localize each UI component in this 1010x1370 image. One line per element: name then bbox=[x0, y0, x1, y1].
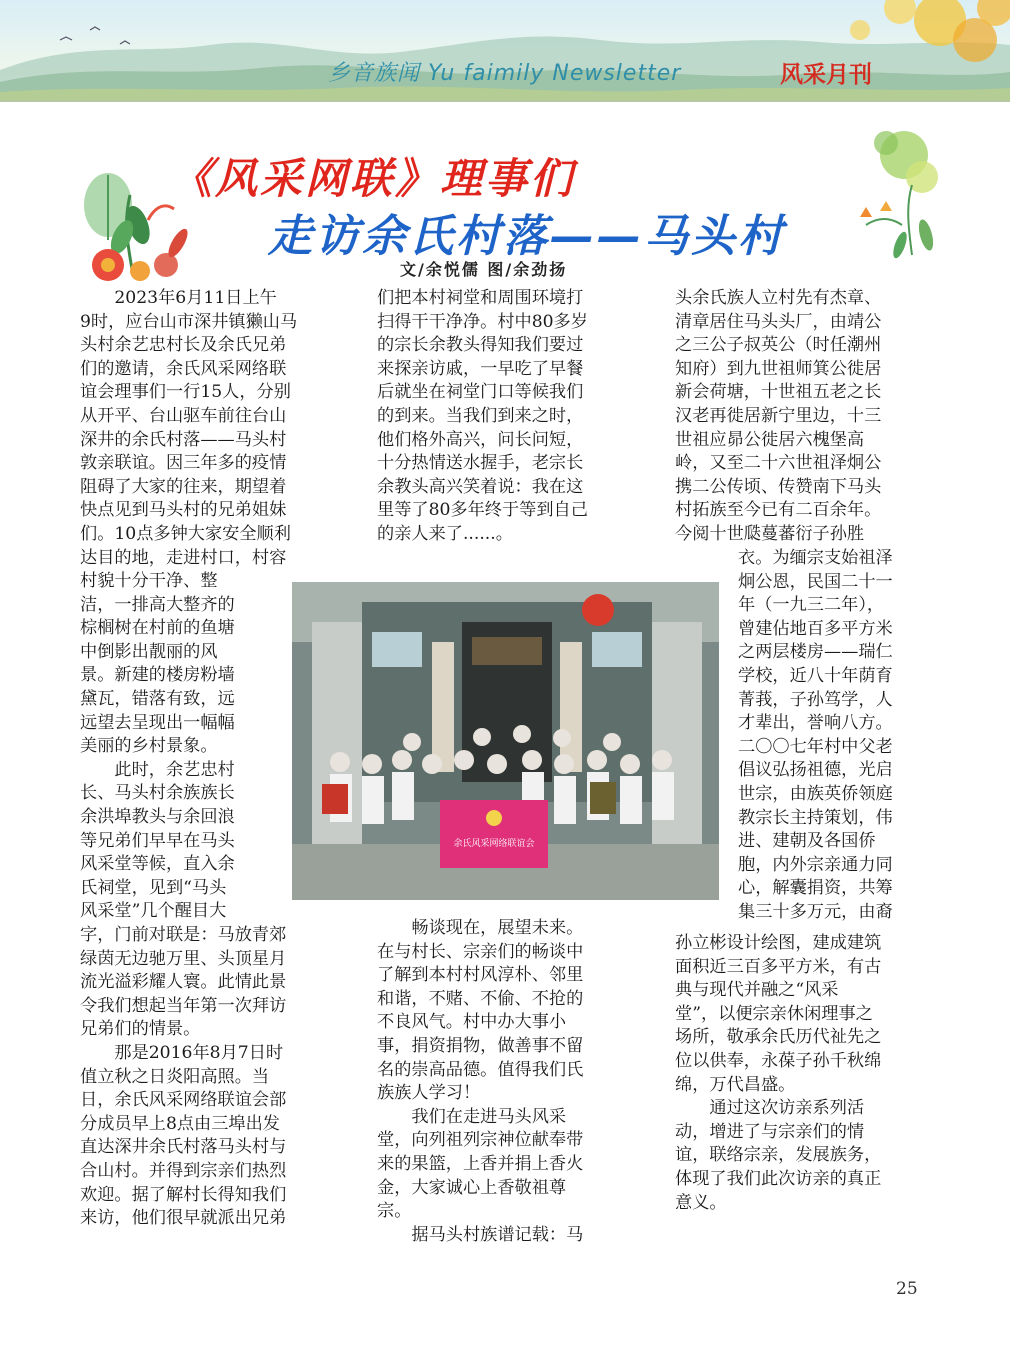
text-line: 之三公子叔英公（时任潮州 bbox=[675, 335, 882, 356]
text-line: 们把本村祠堂和周围环境打 bbox=[377, 288, 584, 308]
text-line: 世祖应昴公徙居六槐堡高 bbox=[675, 429, 865, 450]
text-line: 的到来。当我们到来之时， bbox=[377, 405, 584, 426]
text-line: 不良风气。村中办大事小 bbox=[377, 1012, 567, 1033]
column-2-bottom bbox=[377, 917, 635, 1247]
text-line: 了解到本村村风淳朴、邻里 bbox=[377, 965, 584, 986]
text-line: 岭，又至二十六世祖泽炯公 bbox=[675, 453, 882, 474]
text-line: 棕榈树在村前的鱼塘 bbox=[80, 618, 235, 639]
column-1-bottom bbox=[80, 924, 338, 1231]
column-2-top bbox=[377, 287, 635, 547]
text-line: 流光溢彩耀人寰。此情此景 bbox=[80, 972, 287, 993]
text-line: 敦亲联谊。因三年多的疫情 bbox=[80, 453, 287, 474]
magazine-name: 风采月刊 bbox=[780, 62, 872, 88]
text-line: 远望去呈现出一幅幅 bbox=[80, 712, 235, 733]
text-line: 余教头高兴笑着说：我在这 bbox=[377, 476, 584, 497]
text-line: 兄弟们的情景。 bbox=[80, 1019, 201, 1040]
text-line: 氏祠堂，见到“马头 bbox=[80, 877, 227, 898]
text-line: 炯公恩，民国二十一 bbox=[738, 571, 893, 592]
text-line: 村拓族至今已有二百余年。 bbox=[675, 500, 882, 521]
text-line: 美丽的乡村景象。 bbox=[80, 736, 218, 757]
text-line: 绵，万代昌盛。 bbox=[675, 1074, 796, 1095]
text-line: 令我们想起当年第一次拜访 bbox=[80, 995, 287, 1016]
group-photo bbox=[292, 582, 719, 900]
text-line: 谊会理事们一行15人，分别 bbox=[80, 382, 291, 403]
article-title-line-2: 走访余氏村落——马头村 bbox=[268, 211, 785, 262]
text-line: 孙立彬设计绘图，建成建筑 bbox=[675, 933, 882, 953]
text-line: 风采堂”几个醒目大 bbox=[80, 901, 227, 922]
text-line: 教宗长主持策划，伟 bbox=[738, 807, 893, 828]
text-line: 头村余艺忠村长及余氏兄弟 bbox=[80, 335, 287, 356]
text-line: 堂，向列祖列宗神位献奉带 bbox=[377, 1130, 584, 1151]
text-line: 金，大家诚心上香敬祖尊 bbox=[377, 1177, 567, 1198]
text-line: 9时，应台山市深井镇獭山马 bbox=[80, 311, 298, 332]
text-line: 才辈出，誉响八方。 bbox=[738, 713, 893, 734]
text-line: 来访，他们很早就派出兄弟 bbox=[80, 1208, 287, 1229]
article-title-line-1: 《风采网联》理事们 bbox=[170, 154, 576, 203]
text-line: 胞，内外宗亲通力同 bbox=[738, 854, 893, 875]
text-line: 汉老再徙居新宁里边，十三 bbox=[675, 405, 882, 426]
text-line: 谊，联络宗亲，发展族务， bbox=[675, 1145, 882, 1166]
column-3-wrap bbox=[738, 547, 933, 925]
column-3-top bbox=[675, 287, 933, 547]
text-line: 之两层楼房——瑞仁 bbox=[738, 642, 893, 663]
text-line: 洁，一排高大整齐的 bbox=[80, 594, 235, 615]
newsletter-banner bbox=[0, 0, 1010, 102]
newsletter-name: 乡音族闻 Yu faimily Newsletter bbox=[328, 61, 682, 86]
column-3-bottom bbox=[675, 932, 933, 1215]
text-line: 今阅十世瓞蔓蕃衍子孙胜 bbox=[675, 523, 865, 544]
text-line: 们。10点多钟大家安全顺利 bbox=[80, 523, 291, 544]
text-line: 十分热情送水握手，老宗长 bbox=[377, 453, 584, 474]
text-line: 畅谈现在，展望未来。 bbox=[377, 918, 584, 938]
text-line: 绿茵无边驰万里、头顶星月 bbox=[80, 948, 287, 969]
text-line: 黛瓦，错落有致，远 bbox=[80, 688, 235, 709]
text-line: 曾建佔地百多平方米 bbox=[738, 618, 893, 639]
text-line: 他们格外高兴，问长问短， bbox=[377, 429, 584, 450]
text-line: 景。新建的楼房粉墙 bbox=[80, 665, 235, 686]
text-line: 学校，近八十年荫育 bbox=[738, 665, 893, 686]
text-line: 堂”，以便宗亲休闲理事之 bbox=[675, 1003, 873, 1024]
text-line: 倡议弘扬祖德，光启 bbox=[738, 760, 893, 781]
banner-divider bbox=[0, 100, 1010, 102]
text-line: 深井的余氏村落——马头村 bbox=[80, 429, 287, 450]
column-1-top bbox=[80, 287, 338, 570]
text-line: 余洪埠教头与余回浪 bbox=[80, 806, 235, 827]
text-line: 事，捐资捐物，做善事不留 bbox=[377, 1035, 584, 1056]
right-floral-decoration bbox=[842, 125, 940, 265]
text-line: 的宗长余教头得知我们要过 bbox=[377, 335, 584, 356]
text-line: 扫得干干净净。村中80多岁 bbox=[377, 311, 588, 332]
text-line: 合山村。并得到宗亲们热烈 bbox=[80, 1160, 287, 1181]
photo-banner-text: 余氏风采网络联谊会 bbox=[453, 839, 535, 849]
text-line: 年（一九三二年）， bbox=[738, 595, 885, 616]
text-line: 二〇〇七年村中父老 bbox=[738, 736, 893, 757]
text-line: 里等了80多年终于等到自己 bbox=[377, 500, 588, 521]
text-line: 衣。为缅宗支始祖泽 bbox=[738, 548, 893, 568]
text-line: 欢迎。据了解村长得知我们 bbox=[80, 1184, 287, 1205]
text-line: 在与村长、宗亲们的畅谈中 bbox=[377, 941, 584, 962]
text-line: 动，增进了与宗亲们的情 bbox=[675, 1121, 865, 1142]
text-line: 中倒影出靓丽的风 bbox=[80, 641, 218, 662]
text-line: 典与现代并融之“风采 bbox=[675, 980, 839, 1001]
text-line: 们的邀请，余氏风采网络联 bbox=[80, 358, 287, 379]
text-line: 后就坐在祠堂门口等候我们 bbox=[377, 382, 584, 403]
text-line: 头余氏族人立村先有杰章、 bbox=[675, 288, 882, 308]
text-line: 直达深井余氏村落马头村与 bbox=[80, 1137, 287, 1158]
text-line: 值立秋之日炎阳高照。当 bbox=[80, 1066, 270, 1087]
text-line: 据马头村族谱记载：马 bbox=[377, 1224, 584, 1245]
text-line: 字，门前对联是：马放青郊 bbox=[80, 925, 287, 945]
text-line: 体现了我们此次访亲的真正 bbox=[675, 1168, 882, 1189]
text-line: 位以供奉，永葆子孙千秋绵 bbox=[675, 1050, 882, 1071]
page-number: 25 bbox=[896, 1279, 918, 1299]
text-line: 此时，余艺忠村 bbox=[80, 759, 235, 780]
text-line: 日，余氏风采网络联谊会部 bbox=[80, 1090, 287, 1111]
text-line: 那是2016年8月7日时 bbox=[80, 1042, 284, 1063]
text-line: 我们在走进马头风采 bbox=[377, 1106, 567, 1127]
text-line: 等兄弟们早早在马头 bbox=[80, 830, 235, 851]
text-line: 意义。 bbox=[675, 1192, 727, 1213]
text-line: 世宗，由族英侨领庭 bbox=[738, 783, 893, 804]
text-line: 来的果篮，上香并捐上香火 bbox=[377, 1153, 584, 1174]
text-line: 的亲人来了......。 bbox=[377, 523, 513, 544]
text-line: 分成员早上8点由三埠出发 bbox=[80, 1113, 280, 1134]
text-line: 进、建朝及各国侨 bbox=[738, 831, 876, 852]
text-line: 集三十多万元，由裔 bbox=[738, 901, 893, 922]
text-line: 来探亲访戚，一早吃了早餐 bbox=[377, 358, 584, 379]
text-line: 携二公传顷、传赞南下马头 bbox=[675, 476, 882, 497]
text-line: 知府）到九世祖师箕公徙居 bbox=[675, 358, 882, 379]
group-photo-illustration bbox=[292, 582, 719, 900]
text-line: 通过这次访亲系列活 bbox=[675, 1098, 865, 1119]
text-line: 快点见到马头村的兄弟姐妹 bbox=[80, 500, 287, 521]
text-line: 宗。 bbox=[377, 1201, 412, 1222]
text-line: 族族人学习！ bbox=[377, 1083, 481, 1104]
text-line: 和谐，不赌、不偷、不抢的 bbox=[377, 988, 584, 1009]
article-byline: 文/余悦儒 图/余劲扬 bbox=[400, 260, 568, 279]
text-line: 阻碍了大家的往来，期望着 bbox=[80, 476, 287, 497]
text-line: 风采堂等候，直入余 bbox=[80, 854, 235, 875]
text-line: 达目的地，走进村口，村容 bbox=[80, 547, 287, 568]
text-line: 心，解囊捐资，共筹 bbox=[738, 878, 893, 899]
text-line: 新会荷塘，十世祖五老之长 bbox=[675, 382, 882, 403]
text-line: 村貌十分干净、整 bbox=[80, 571, 218, 591]
text-line: 场所，敬承余氏历代祉先之 bbox=[675, 1027, 882, 1048]
text-line: 长、马头村余族族长 bbox=[80, 783, 235, 804]
text-line: 菁莪，子孙笃学，人 bbox=[738, 689, 893, 710]
text-line: 清章居住马头头厂，由靖公 bbox=[675, 311, 882, 332]
text-line: 2023年6月11日上午 bbox=[80, 288, 277, 308]
column-1-wrap bbox=[80, 570, 275, 924]
text-line: 名的崇高品德。值得我们氏 bbox=[377, 1059, 584, 1080]
text-line: 从开平、台山驱车前往台山 bbox=[80, 405, 287, 426]
text-line: 面积近三百多平方米，有古 bbox=[675, 956, 882, 977]
